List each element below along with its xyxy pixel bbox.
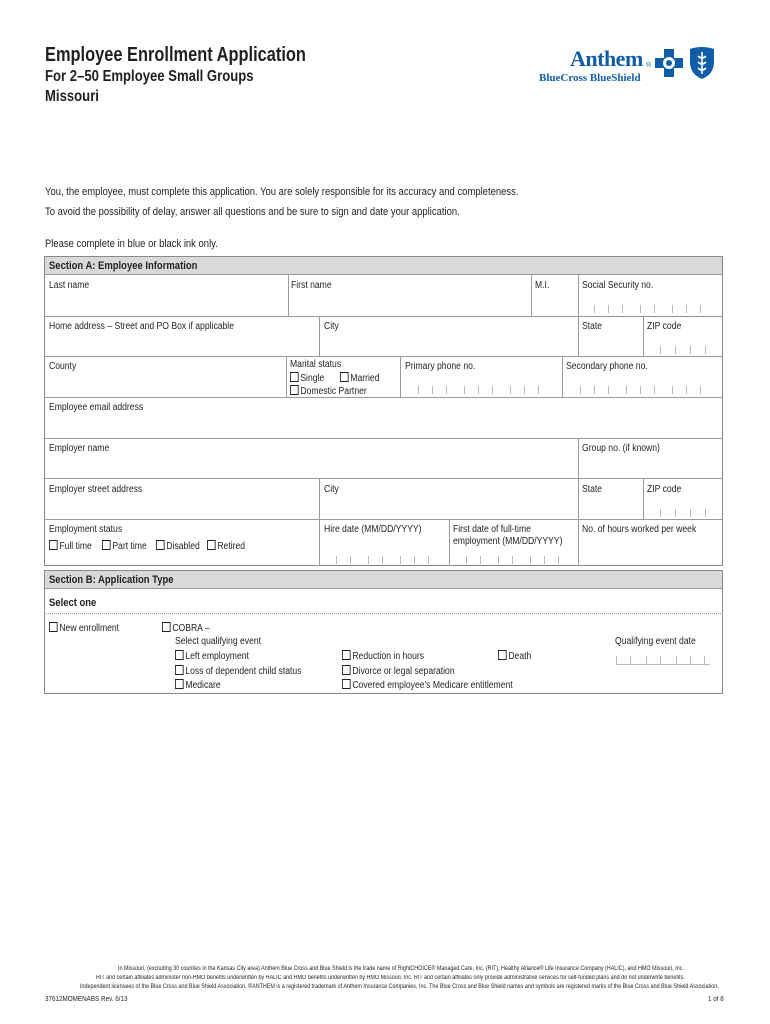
hire-date-label: Hire date (MM/DD/YYYY) — [324, 524, 422, 535]
employer-street-field[interactable] — [45, 478, 318, 519]
select-one-label: Select one — [49, 597, 97, 609]
state-label: State — [582, 321, 603, 332]
brand-logo — [538, 44, 728, 90]
logo-name: Anthem — [570, 46, 643, 71]
retired-option[interactable] — [207, 540, 245, 553]
employer-city-field[interactable] — [320, 478, 577, 519]
first-name-field[interactable] — [289, 274, 530, 316]
full-time-checkbox[interactable] — [49, 540, 58, 550]
city-field[interactable] — [320, 316, 577, 356]
covered-medicare-label: Covered employee's Medicare entitlement — [352, 680, 513, 691]
new-enrollment-checkbox[interactable] — [49, 622, 58, 632]
employer-street-label: Employer street address — [49, 484, 143, 495]
covered-medicare-checkbox[interactable] — [342, 679, 351, 689]
married-checkbox[interactable] — [340, 372, 349, 382]
loss-dependent-option[interactable] — [175, 665, 302, 678]
retired-label: Retired — [217, 541, 246, 552]
death-label: Death — [508, 651, 532, 662]
part-time-label: Part time — [112, 541, 147, 552]
reduction-hours-checkbox[interactable] — [342, 650, 351, 660]
disabled-checkbox[interactable] — [156, 540, 165, 550]
employer-name-label: Employer name — [49, 443, 110, 454]
divorce-label: Divorce or legal separation — [352, 666, 455, 677]
part-time-checkbox[interactable] — [102, 540, 111, 550]
logo-registered: ® — [646, 62, 652, 69]
full-time-label: Full time — [59, 541, 92, 552]
employer-name-field[interactable] — [45, 438, 577, 478]
ssn-field[interactable] — [579, 274, 723, 316]
primary-phone-label: Primary phone no. — [405, 361, 476, 372]
logo-subtitle: BlueCross BlueShield — [539, 72, 641, 84]
death-checkbox[interactable] — [498, 650, 507, 660]
group-no-label: Group no. (if known) — [582, 443, 660, 454]
mi-label: M.I. — [535, 280, 550, 291]
loss-dependent-checkbox[interactable] — [175, 665, 184, 675]
last-name-label: Last name — [49, 280, 90, 291]
hours-field[interactable] — [579, 519, 723, 566]
left-employment-checkbox[interactable] — [175, 650, 184, 660]
county-field[interactable] — [45, 356, 285, 397]
left-employment-label: Left employment — [185, 651, 249, 662]
new-enrollment-option[interactable] — [49, 622, 119, 635]
page-state: Missouri — [45, 88, 99, 105]
ink-instruction: Please complete in blue or black ink only. — [45, 238, 218, 250]
new-enrollment-label: New enrollment — [59, 623, 120, 634]
employer-state-label: State — [582, 484, 603, 495]
hours-label: No. of hours worked per week — [582, 524, 697, 535]
disabled-label: Disabled — [166, 541, 200, 552]
mi-field[interactable] — [532, 274, 577, 316]
domestic-partner-checkbox[interactable] — [290, 385, 299, 395]
state-field[interactable] — [579, 316, 642, 356]
blue-cross-icon — [654, 48, 684, 78]
medicare-checkbox[interactable] — [175, 679, 184, 689]
home-address-field[interactable] — [45, 316, 318, 356]
reduction-hours-label: Reduction in hours — [352, 651, 425, 662]
footer-line-1: In Missouri, (excluding 30 counties in the Kansas City area) Anthem Blue Cross and Blue Shield is the trade name of RightCHOICE® Managed Care, Inc. (RIT), Healthy Alliance® Life Insurance Company (HALIC), and HMO Missouri, Inc. — [118, 966, 684, 972]
left-employment-option[interactable] — [175, 650, 249, 663]
select-event-label: Select qualifying event — [175, 636, 262, 647]
single-option[interactable] — [290, 372, 324, 385]
email-field[interactable] — [45, 397, 723, 438]
section-b-title: Section B: Application Type — [49, 574, 174, 586]
cobra-option[interactable] — [162, 622, 210, 635]
ssn-label: Social Security no. — [582, 280, 654, 291]
single-checkbox[interactable] — [290, 372, 299, 382]
medicare-label: Medicare — [185, 680, 221, 691]
first-name-label: First name — [291, 280, 332, 291]
city-label: City — [324, 321, 339, 332]
blue-shield-icon — [688, 46, 716, 80]
zip-field[interactable] — [644, 316, 723, 356]
death-option[interactable] — [498, 650, 531, 663]
employment-status-label: Employment status — [49, 524, 123, 535]
retired-checkbox[interactable] — [207, 540, 216, 550]
page-number: 1 of 8 — [708, 996, 724, 1003]
cobra-label: COBRA – — [172, 623, 210, 634]
cobra-checkbox[interactable] — [162, 622, 171, 632]
qualifying-date-label: Qualifying event date — [615, 636, 696, 647]
county-label: County — [49, 361, 77, 372]
divorce-option[interactable] — [342, 665, 455, 678]
covered-medicare-option[interactable] — [342, 679, 513, 692]
primary-phone-field[interactable] — [401, 356, 561, 397]
full-time-option[interactable] — [49, 540, 92, 553]
marital-status-label: Marital status — [290, 359, 342, 370]
footer-line-2: RIT and certain affiliates administer non-HMO benefits underwritten by HALIC and HMO benefits underwritten by HMO Missouri, Inc. RIT and certain affiliates only provide administrative services for self-funded plans and do not underwrite benefits. — [96, 975, 685, 981]
employer-zip-field[interactable] — [644, 478, 723, 519]
employer-state-field[interactable] — [579, 478, 642, 519]
first-date-label-2: employment (MM/DD/YYYY) — [453, 536, 563, 547]
qualifying-date-field[interactable] — [614, 650, 710, 668]
form-number: 37612MOMENABS Rev. 6/13 — [45, 996, 128, 1003]
footer-line-3: Independent licensees of the Blue Cross and Blue Shield Association. ®ANTHEM is a registered trademark of Anthem Insurance Companies, Inc. The Blue Cross and Blue Shield names and symbols are registered marks of the Blue Cross and Blue Shield Association. — [80, 984, 719, 990]
secondary-phone-field[interactable] — [563, 356, 723, 397]
group-no-field[interactable] — [579, 438, 723, 478]
home-address-label: Home address – Street and PO Box if applicable — [49, 321, 235, 332]
first-date-label-1: First date of full-time — [453, 524, 531, 535]
page-subtitle: For 2–50 Employee Small Groups — [45, 68, 254, 85]
divorce-checkbox[interactable] — [342, 665, 351, 675]
employer-zip-label: ZIP code — [647, 484, 682, 495]
domestic-partner-label: Domestic Partner — [300, 386, 367, 397]
intro-line-1: You, the employee, must complete this application. You are solely responsible for its accuracy and completeness. — [45, 186, 519, 198]
employer-city-label: City — [324, 484, 339, 495]
disabled-option[interactable] — [156, 540, 200, 553]
married-option[interactable] — [340, 372, 379, 385]
email-label: Employee email address — [49, 402, 144, 413]
secondary-phone-label: Secondary phone no. — [566, 361, 648, 372]
last-name-field[interactable] — [45, 274, 287, 316]
reduction-hours-option[interactable] — [342, 650, 424, 663]
intro-line-2: To avoid the possibility of delay, answer all questions and be sure to sign and date your application. — [45, 206, 460, 218]
medicare-option[interactable] — [175, 679, 221, 692]
page-title: Employee Enrollment Application — [45, 44, 306, 66]
section-a-title: Section A: Employee Information — [49, 260, 198, 272]
single-label: Single — [300, 373, 325, 384]
loss-dependent-label: Loss of dependent child status — [185, 666, 302, 677]
married-label: Married — [350, 373, 380, 384]
zip-label: ZIP code — [647, 321, 682, 332]
part-time-option[interactable] — [102, 540, 147, 553]
